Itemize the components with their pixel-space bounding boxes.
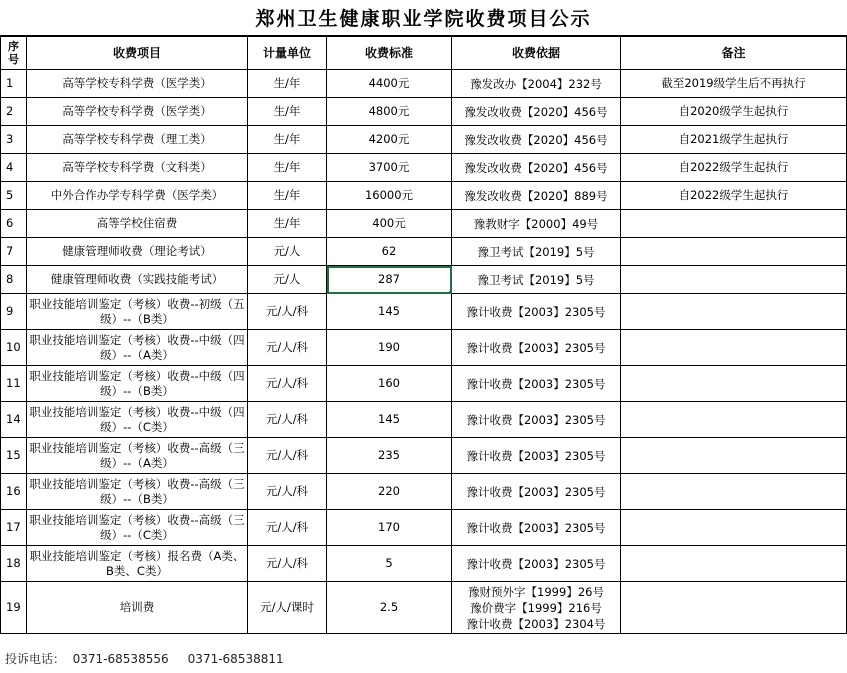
fee-standard-cell[interactable]: 16000元 bbox=[327, 182, 452, 210]
fee-item-cell[interactable]: 职业技能培训鉴定（考核）报名费（A类、B类、C类） bbox=[27, 546, 248, 582]
table-row bbox=[1, 330, 847, 366]
remark-cell[interactable] bbox=[621, 438, 847, 474]
row-number-cell[interactable]: 3 bbox=[1, 126, 27, 154]
fee-basis-cell[interactable] bbox=[452, 474, 621, 510]
fee-basis-cell[interactable] bbox=[452, 438, 621, 474]
remark-cell[interactable] bbox=[621, 474, 847, 510]
unit-cell[interactable]: 生/年 bbox=[248, 98, 327, 126]
fee-item-cell[interactable]: 高等学校住宿费 bbox=[27, 210, 248, 238]
unit-cell[interactable]: 元/人/科 bbox=[248, 474, 327, 510]
fee-basis-line: 豫计收费【2003】2305号 bbox=[466, 448, 606, 463]
row-number-cell[interactable]: 14 bbox=[1, 402, 27, 438]
fee-standard-cell[interactable]: 170 bbox=[327, 510, 452, 546]
remark-cell[interactable]: 自2022级学生起执行 bbox=[621, 182, 847, 210]
fee-basis-line: 豫卫考试【2019】5号 bbox=[477, 272, 595, 287]
complaint-phone bbox=[5, 650, 284, 667]
fee-standard-cell[interactable]: 5 bbox=[327, 546, 452, 582]
fee-item-cell[interactable]: 职业技能培训鉴定（考核）收费--中级（四级）--（A类） bbox=[27, 330, 248, 366]
fee-standard-cell[interactable]: 4400元 bbox=[327, 70, 452, 98]
fee-item-cell[interactable]: 高等学校专科学费（理工类） bbox=[27, 126, 248, 154]
remark-cell[interactable] bbox=[621, 402, 847, 438]
remark-cell[interactable]: 截至2019级学生后不再执行 bbox=[621, 70, 847, 98]
column-header-basis[interactable]: 收费依据 bbox=[452, 37, 621, 70]
fee-standard-cell[interactable]: 220 bbox=[327, 474, 452, 510]
column-header-unit[interactable]: 计量单位 bbox=[248, 37, 327, 70]
unit-cell[interactable]: 生/年 bbox=[248, 210, 327, 238]
table-row bbox=[1, 366, 847, 402]
fee-basis-cell[interactable] bbox=[452, 154, 621, 182]
unit-cell[interactable]: 元/人/科 bbox=[248, 330, 327, 366]
row-number-cell[interactable]: 18 bbox=[1, 546, 27, 582]
fee-basis-line: 豫发改收费【2020】456号 bbox=[464, 160, 608, 175]
unit-cell[interactable]: 元/人 bbox=[248, 238, 327, 266]
unit-cell[interactable]: 元/人/课时 bbox=[248, 582, 327, 634]
row-number-cell[interactable]: 11 bbox=[1, 366, 27, 402]
fee-basis-cell[interactable] bbox=[452, 126, 621, 154]
remark-cell[interactable]: 自2021级学生起执行 bbox=[621, 126, 847, 154]
fee-standard-cell[interactable]: 287 bbox=[327, 266, 452, 294]
remark-cell[interactable] bbox=[621, 294, 847, 330]
unit-cell[interactable]: 生/年 bbox=[248, 154, 327, 182]
remark-cell[interactable] bbox=[621, 366, 847, 402]
table-row bbox=[1, 510, 847, 546]
unit-cell[interactable]: 生/年 bbox=[248, 70, 327, 98]
page-title: 郑州卫生健康职业学院收费项目公示 bbox=[0, 0, 847, 36]
fee-basis-line: 豫发改办【2004】232号 bbox=[470, 76, 602, 91]
row-number-cell[interactable]: 17 bbox=[1, 510, 27, 546]
table-row bbox=[1, 126, 847, 154]
row-number-cell[interactable]: 9 bbox=[1, 294, 27, 330]
fee-basis-line: 豫计收费【2003】2304号 bbox=[466, 616, 606, 631]
row-number-cell[interactable]: 19 bbox=[1, 582, 27, 634]
row-number-cell[interactable]: 5 bbox=[1, 182, 27, 210]
row-number-cell[interactable]: 4 bbox=[1, 154, 27, 182]
unit-cell[interactable]: 元/人/科 bbox=[248, 402, 327, 438]
remark-cell[interactable] bbox=[621, 210, 847, 238]
fee-item-cell[interactable]: 职业技能培训鉴定（考核）收费--高级（三级）--（A类） bbox=[27, 438, 248, 474]
table-row bbox=[1, 98, 847, 126]
column-header-item[interactable]: 收费项目 bbox=[27, 37, 248, 70]
table-row bbox=[1, 266, 847, 294]
row-number-cell[interactable]: 1 bbox=[1, 70, 27, 98]
fee-basis-cell[interactable] bbox=[452, 294, 621, 330]
row-number-cell[interactable]: 6 bbox=[1, 210, 27, 238]
row-number-cell[interactable]: 8 bbox=[1, 266, 27, 294]
fee-table bbox=[0, 36, 847, 634]
fee-basis-cell[interactable] bbox=[452, 210, 621, 238]
table-row bbox=[1, 238, 847, 266]
fee-basis-line: 豫计收费【2003】2305号 bbox=[466, 520, 606, 535]
unit-cell[interactable]: 生/年 bbox=[248, 182, 327, 210]
fee-standard-cell[interactable]: 235 bbox=[327, 438, 452, 474]
row-number-cell[interactable]: 7 bbox=[1, 238, 27, 266]
remark-cell[interactable]: 自2020级学生起执行 bbox=[621, 98, 847, 126]
fee-basis-cell[interactable] bbox=[452, 182, 621, 210]
remark-cell[interactable] bbox=[621, 266, 847, 294]
fee-basis-cell[interactable] bbox=[452, 266, 621, 294]
table-row bbox=[1, 582, 847, 634]
column-header-no[interactable]: 序号 bbox=[1, 37, 27, 70]
table-row bbox=[1, 546, 847, 582]
fee-basis-line: 豫财预外字【1999】26号 bbox=[468, 584, 604, 599]
fee-item-cell[interactable]: 健康管理师收费（理论考试） bbox=[27, 238, 248, 266]
table-row bbox=[1, 70, 847, 98]
fee-standard-cell[interactable]: 400元 bbox=[327, 210, 452, 238]
fee-standard-cell[interactable]: 190 bbox=[327, 330, 452, 366]
fee-standard-cell[interactable]: 4200元 bbox=[327, 126, 452, 154]
column-header-price[interactable]: 收费标准 bbox=[327, 37, 452, 70]
fee-basis-cell[interactable] bbox=[452, 238, 621, 266]
fee-standard-cell[interactable]: 3700元 bbox=[327, 154, 452, 182]
table-row bbox=[1, 402, 847, 438]
remark-cell[interactable] bbox=[621, 330, 847, 366]
fee-item-cell[interactable]: 中外合作办学专科学费（医学类） bbox=[27, 182, 248, 210]
table-row bbox=[1, 210, 847, 238]
fee-basis-line: 豫计收费【2003】2305号 bbox=[466, 304, 606, 319]
remark-cell[interactable] bbox=[621, 238, 847, 266]
fee-basis-cell[interactable] bbox=[452, 366, 621, 402]
fee-item-cell[interactable]: 高等学校专科学费（医学类） bbox=[27, 98, 248, 126]
fee-basis-cell[interactable] bbox=[452, 70, 621, 98]
fee-basis-line: 豫教财字【2000】49号 bbox=[473, 216, 599, 231]
remark-cell[interactable] bbox=[621, 546, 847, 582]
fee-item-cell[interactable]: 职业技能培训鉴定（考核）收费--中级（四级）--（C类） bbox=[27, 402, 248, 438]
row-number-cell[interactable]: 15 bbox=[1, 438, 27, 474]
fee-basis-cell[interactable] bbox=[452, 98, 621, 126]
unit-cell[interactable]: 生/年 bbox=[248, 126, 327, 154]
fee-standard-cell[interactable]: 160 bbox=[327, 366, 452, 402]
fee-basis-line: 豫发改收费【2020】456号 bbox=[464, 132, 608, 147]
fee-standard-cell[interactable]: 145 bbox=[327, 294, 452, 330]
fee-basis-line: 豫计收费【2003】2305号 bbox=[466, 556, 606, 571]
table-row bbox=[1, 182, 847, 210]
fee-basis-line: 豫计收费【2003】2305号 bbox=[466, 412, 606, 427]
fee-basis-line: 豫计收费【2003】2305号 bbox=[466, 376, 606, 391]
fee-item-cell[interactable]: 职业技能培训鉴定（考核）收费--初级（五级）--（B类） bbox=[27, 294, 248, 330]
table-row bbox=[1, 474, 847, 510]
fee-standard-cell[interactable]: 4800元 bbox=[327, 98, 452, 126]
complaint-phone-label: 投诉电话： bbox=[5, 652, 66, 666]
fee-basis-line: 豫价费字【1999】216号 bbox=[470, 600, 602, 615]
remark-cell[interactable] bbox=[621, 582, 847, 634]
fee-item-cell[interactable]: 高等学校专科学费（文科类） bbox=[27, 154, 248, 182]
column-header-note[interactable]: 备注 bbox=[621, 37, 847, 70]
fee-basis-line: 豫计收费【2003】2305号 bbox=[466, 484, 606, 499]
table-row bbox=[1, 438, 847, 474]
complaint-phone-numbers: 0371-68538556 0371-68538811 bbox=[72, 652, 284, 666]
fee-item-cell[interactable]: 职业技能培训鉴定（考核）收费--高级（三级）--（C类） bbox=[27, 510, 248, 546]
remark-cell[interactable]: 自2022级学生起执行 bbox=[621, 154, 847, 182]
fee-item-cell[interactable]: 职业技能培训鉴定（考核）收费--中级（四级）--（B类） bbox=[27, 366, 248, 402]
table-row bbox=[1, 154, 847, 182]
fee-basis-cell[interactable] bbox=[452, 330, 621, 366]
fee-item-cell[interactable]: 职业技能培训鉴定（考核）收费--高级（三级）--（B类） bbox=[27, 474, 248, 510]
remark-cell[interactable] bbox=[621, 510, 847, 546]
unit-cell[interactable]: 元/人 bbox=[248, 266, 327, 294]
unit-cell[interactable]: 元/人/科 bbox=[248, 438, 327, 474]
fee-item-cell[interactable]: 培训费 bbox=[27, 582, 248, 634]
unit-cell[interactable]: 元/人/科 bbox=[248, 366, 327, 402]
unit-cell[interactable]: 元/人/科 bbox=[248, 546, 327, 582]
fee-item-cell[interactable]: 高等学校专科学费（医学类） bbox=[27, 70, 248, 98]
unit-cell[interactable]: 元/人/科 bbox=[248, 294, 327, 330]
fee-basis-line: 豫计收费【2003】2305号 bbox=[466, 340, 606, 355]
fee-basis-line: 豫发改收费【2020】456号 bbox=[464, 104, 608, 119]
fee-basis-line: 豫发改收费【2020】889号 bbox=[464, 188, 608, 203]
header-row bbox=[1, 37, 847, 70]
fee-basis-line: 豫卫考试【2019】5号 bbox=[477, 244, 595, 259]
row-number-cell[interactable]: 10 bbox=[1, 330, 27, 366]
fee-basis-cell[interactable] bbox=[452, 402, 621, 438]
fee-standard-cell[interactable]: 62 bbox=[327, 238, 452, 266]
unit-cell[interactable]: 元/人/科 bbox=[248, 510, 327, 546]
row-number-cell[interactable]: 16 bbox=[1, 474, 27, 510]
row-number-cell[interactable]: 2 bbox=[1, 98, 27, 126]
fee-basis-cell[interactable] bbox=[452, 582, 621, 634]
fee-basis-cell[interactable] bbox=[452, 510, 621, 546]
fee-basis-cell[interactable] bbox=[452, 546, 621, 582]
fee-item-cell[interactable]: 健康管理师收费（实践技能考试） bbox=[27, 266, 248, 294]
fee-standard-cell[interactable]: 145 bbox=[327, 402, 452, 438]
table-row bbox=[1, 294, 847, 330]
fee-standard-cell[interactable]: 2.5 bbox=[327, 582, 452, 634]
